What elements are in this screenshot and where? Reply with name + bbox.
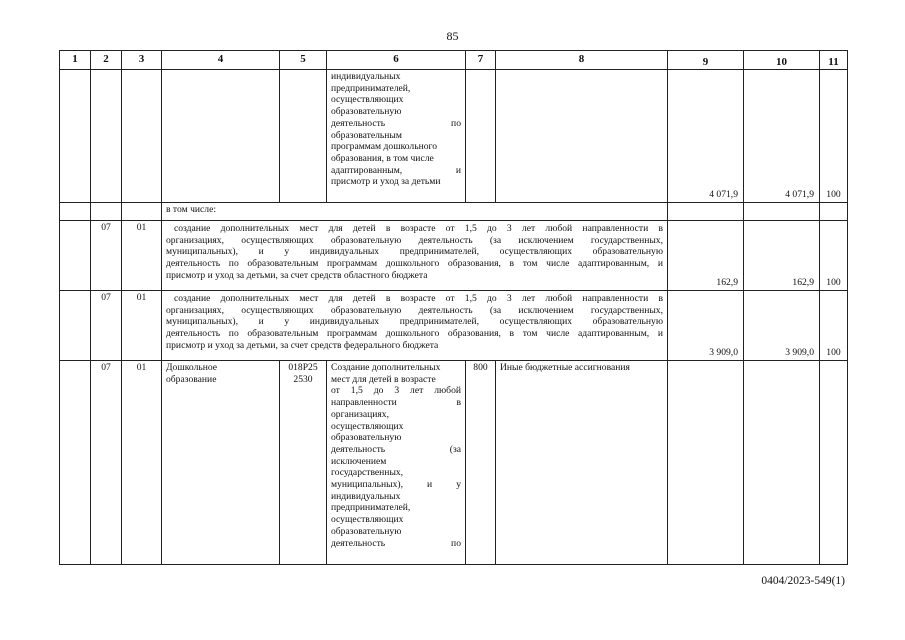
header-cell: 6 (327, 51, 466, 70)
header-cell: 1 (60, 51, 91, 70)
cell-col10-value: 3 909,0 (744, 291, 820, 361)
cell-col3 (122, 203, 162, 221)
cell-col3: 01 (122, 221, 162, 291)
budget-table (59, 50, 848, 565)
text-line: образовательную (331, 432, 402, 444)
cell-col8-type: Иные бюджетные ассигнования (496, 361, 668, 565)
text-line: Создание дополнительных (331, 362, 441, 373)
header-cell: 3 (122, 51, 162, 70)
table-row (60, 221, 848, 291)
text-line: организациях, осуществляющих образовательную деятельность (за исключением государственных, (166, 304, 663, 316)
header-cell: 8 (496, 51, 668, 70)
cell-col2: 07 (91, 361, 122, 565)
text-line: присмотр и уход за детьми, за счет средств областного бюджета (166, 269, 428, 281)
text-line: адаптированным, и (331, 164, 461, 176)
header-cell: 7 (466, 51, 496, 70)
text-line: организациях, осуществляющих образовательную деятельность (за исключением государственных, (166, 234, 663, 246)
text-line: образование (166, 373, 217, 385)
text-line: предпринимателей, (331, 82, 411, 94)
cell-col2 (91, 203, 122, 221)
text-line: деятельность по образовательным программам дошкольного образования, в том числе адаптированным, и (166, 328, 663, 340)
text-line: государственных, (331, 467, 404, 479)
text-line: осуществляющих (331, 420, 404, 432)
text-line: создание дополнительных мест для детей в возрасте от 1,5 до 3 лет любой направленности в (174, 223, 663, 234)
cell-col9-value: 162,9 (668, 221, 744, 291)
text-line: индивидуальных (331, 490, 401, 502)
cell-col6-description (327, 70, 466, 203)
table-row (60, 291, 848, 361)
cell-col3: 01 (122, 361, 162, 565)
cell-col8 (496, 70, 668, 203)
header-row (60, 51, 848, 70)
cell-col9-value: 4 071,9 (668, 70, 744, 203)
document-code: 0404/2023-549(1) (761, 575, 845, 587)
text-line: образовательную (331, 106, 402, 118)
text-line: присмотр и уход за детьми (331, 176, 441, 188)
cell-col2: 07 (91, 291, 122, 361)
cell-col1 (60, 221, 91, 291)
text-line: Дошкольное (166, 362, 218, 373)
text-line: деятельность по (331, 117, 461, 129)
cell-col11-value: 100 (820, 221, 848, 291)
cell-col11 (820, 361, 848, 565)
header-cell: 10 (744, 51, 820, 70)
cell-col4-section (162, 361, 280, 565)
cell-col6-description (327, 361, 466, 565)
cell-col1 (60, 291, 91, 361)
page-number: 85 (446, 29, 459, 43)
text-line: осуществляющих (331, 514, 404, 526)
cell-col1 (60, 361, 91, 565)
text-line: образовательную (331, 525, 402, 537)
table-row (60, 70, 848, 203)
cell-col5-code (280, 361, 327, 565)
cell-col11-value: 100 (820, 70, 848, 203)
cell-col3 (122, 70, 162, 203)
text-line: исключением (331, 455, 387, 467)
cell-col7 (466, 70, 496, 203)
text-line: направленности в (331, 397, 461, 409)
text-line: мест для детей в возрасте (331, 373, 436, 385)
table-row (60, 361, 848, 565)
text-line: программам дошкольного (331, 141, 438, 153)
cell-col1 (60, 70, 91, 203)
cell-col11 (820, 203, 848, 221)
text-line: муниципальных), и у (331, 479, 461, 491)
text-line: 018Р25 (288, 362, 318, 373)
header-cell: 5 (280, 51, 327, 70)
cell-col1 (60, 203, 91, 221)
text-line: создание дополнительных мест для детей в возрасте от 1,5 до 3 лет любой направленности в (174, 293, 663, 304)
text-line: организациях, (331, 408, 389, 420)
cell-col9 (668, 203, 744, 221)
cell-col2: 07 (91, 221, 122, 291)
cell-col2 (91, 70, 122, 203)
subtotal-label: в том числе: (162, 203, 668, 221)
cell-col9 (668, 361, 744, 565)
cell-col7-code: 800 (466, 361, 496, 565)
cell-col3: 01 (122, 291, 162, 361)
item-description (162, 291, 668, 361)
text-line: 2530 (293, 373, 313, 385)
text-line: образовательным (331, 129, 402, 141)
cell-col10-value: 4 071,9 (744, 70, 820, 203)
text-line: предпринимателей, (331, 502, 411, 514)
text-line: деятельность по образовательным программам дошкольного образования, в том числе адаптированным, и (166, 258, 663, 270)
text-line: индивидуальных (331, 71, 401, 82)
text-line: муниципальных), и у индивидуальных предпринимателей, осуществляющих образовательную (166, 316, 663, 328)
text-line: муниципальных), и у индивидуальных предпринимателей, осуществляющих образовательную (166, 246, 663, 258)
header-cell: 4 (162, 51, 280, 70)
text-line: присмотр и уход за детьми, за счет средств федерального бюджета (166, 339, 439, 351)
cell-col4 (162, 70, 280, 203)
text-line: от 1,5 до 3 лет любой (331, 385, 461, 397)
text-line: деятельность (за (331, 443, 461, 455)
cell-col10 (744, 361, 820, 565)
cell-col11-value: 100 (820, 291, 848, 361)
text-line: деятельность по (331, 537, 461, 549)
table-row (60, 203, 848, 221)
cell-col5 (280, 70, 327, 203)
cell-col10 (744, 203, 820, 221)
cell-col10-value: 162,9 (744, 221, 820, 291)
text-line: осуществляющих (331, 94, 404, 106)
header-cell: 9 (668, 51, 744, 70)
cell-col9-value: 3 909,0 (668, 291, 744, 361)
item-description (162, 221, 668, 291)
header-cell: 2 (91, 51, 122, 70)
header-cell: 11 (820, 51, 848, 70)
text-line: образования, в том числе (331, 152, 434, 164)
